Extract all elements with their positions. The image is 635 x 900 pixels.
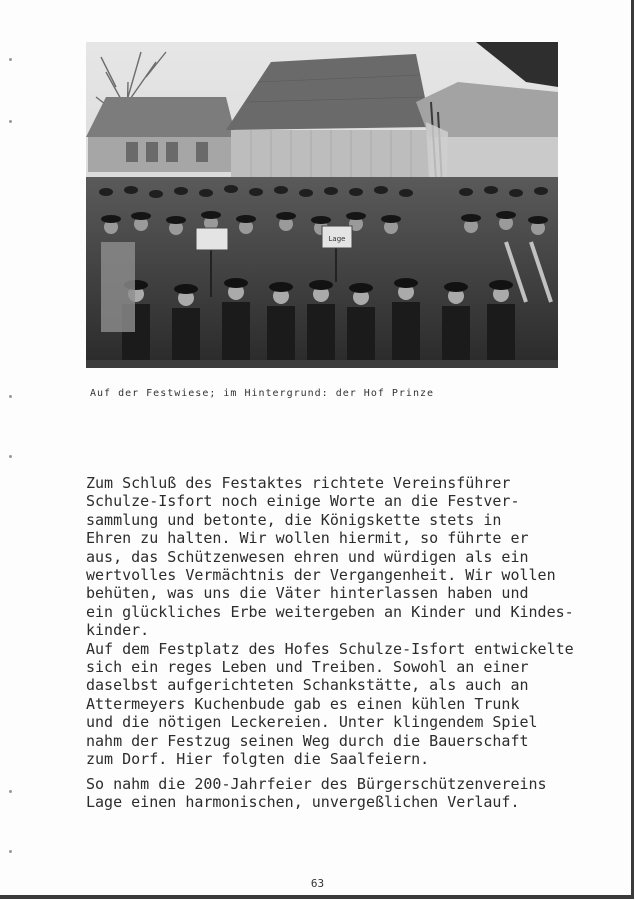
- paragraph-2: So nahm die 200-Jahrfeier des Bürgerschützenvereins Lage einen harmonischen, unvergeßlichen Verlauf.: [86, 774, 547, 811]
- festival-photo: [86, 42, 558, 368]
- margin-mark: [9, 455, 12, 458]
- page-number: 63: [310, 877, 325, 890]
- placard-right-text: Lage: [328, 235, 346, 243]
- barn-roof-left: [86, 97, 236, 137]
- margin-mark: [9, 395, 12, 398]
- margin-mark: [9, 120, 12, 123]
- margin-mark: [9, 58, 12, 61]
- margin-mark: [9, 790, 12, 793]
- barn-wall-left: [88, 137, 233, 172]
- body-text: [86, 474, 586, 811]
- paragraph-1: Zum Schluß des Festaktes richtete Vereinsführer Schulze-Isfort noch einige Worte an die Festver- sammlung und betonte, die Königskette stets in Ehren zu halten. Wir wollen hiermit, so führte er aus, das Schützenwesen ehren und würdigen als ein wertvolles Vermächtnis der Vergangenheit. Wir wollen behüten, was uns die Väter hinterlassen haben und ein glückliches Erbe weitergeben an Kinder und Kindes- kinder. Auf dem Festplatz des Hofes Schulze-Isfort entwickelte sich ein reges Leben und Treiben. Sowohl an einer daselbst aufgerichteten Schankstätte, als auch an Attermeyers Kuchenbude gab es einen kühlen Trunk und die nötigen Leckereien. Unter klingendem Spiel nahm der Festzug seinen Weg durch die Bauerschaft zum Dorf. Hier folgten die Saalfeiern.: [86, 474, 574, 769]
- photo-caption: Auf der Festwiese; im Hintergrund: der Hof Prinze: [90, 388, 435, 399]
- margin-mark: [9, 850, 12, 853]
